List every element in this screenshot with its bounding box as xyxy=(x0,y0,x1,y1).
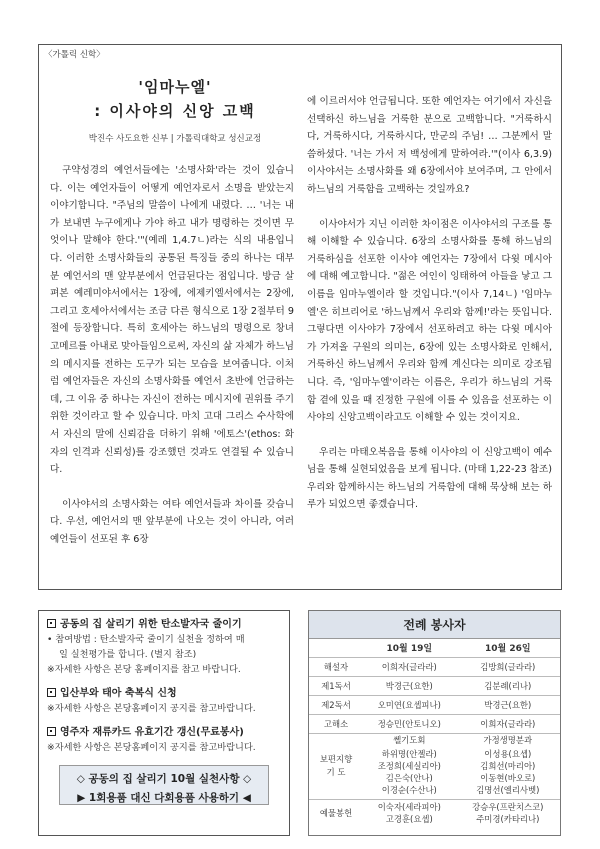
date-header: 10월 19일 xyxy=(363,639,456,657)
highlight-action: ▶ 1회용품 대신 다회용품 사용하기 ◀ xyxy=(77,792,251,804)
notice-title: 영주자 재류카드 유효기간 갱신(무료봉사) xyxy=(47,725,283,740)
notice-title: 공동의 집 살리기 위한 탄소발자국 줄이기 xyxy=(47,617,283,632)
square-bullet-icon xyxy=(47,688,56,697)
table-row: 제1독서 박경근(요한) 김분례(리나) xyxy=(309,676,560,695)
article-title xyxy=(55,76,295,122)
title-line-2: : 이사야의 신앙 고백 xyxy=(94,102,256,120)
paragraph: 우리는 마태오복음을 통해 이사야의 이 신앙고백이 예수님을 통해 실현되었음을 보게 됩니다. (마태 1,22-23 참조) 우리와 함께하시는 하느님의 거룩함에 대해 묵상해 보는 하루가 되었으면 좋겠습니다. xyxy=(307,446,552,511)
notice-box xyxy=(38,610,290,836)
table-row: 해설자 이희자(글라라) 김방희(글라라) xyxy=(309,657,560,676)
table-row: 하위명(안젤라) 조정희(세실리아) 김은숙(안나) 이경순(수산나) 이성용(요셉) 김희선(마리아) 이동현(바오로) 김명선(엘리사벳) xyxy=(309,747,560,799)
paragraph: 이사야서가 지닌 이러한 차이점은 이사야서의 구조를 통해 이해할 수 있습니다. 6장의 소명사화를 통해 하느님의 거룩하심을 선포한 이사야 예언자는 7장에서 다윗 메시아에 대해 예고합니다. "젊은 여인이 잉태하여 아들을 낳고 그 이름을 임마누엘이라 할 것입니다."(이사 7,14ㄴ) '임마누엘'은 히브리어로 '하느님께서 우리와 함께!'라는 뜻입니다. 그렇다면 이사야가 7장에서 선포하려고 하는 다윗 메시아가 가져올 구원의 의미는, 6장에 있는 소명사화로 인해서, 거룩하신 하느님께서 우리와 함께 계신다는 의미로 강조됩니다. 즉, '임마누엘'이라는 이름은, 우리가 하느님의 거룩함 곁에 있을 때 진정한 구원에 이를 수 있음을 선포하는 이사야의 신앙고백이라고도 이해할 수 있는 것이지요. xyxy=(307,218,553,424)
square-bullet-icon xyxy=(47,619,56,628)
notice-line: ※자세한 사항은 본당 홈페이지를 참고 바랍니다. xyxy=(47,664,241,675)
notice-line: ※자세한 사항은 본당홈페이지 공지를 참고바랍니다. xyxy=(47,703,256,714)
notice-title: 입산부와 태아 축복식 신청 xyxy=(47,686,283,701)
table-row: 고해소 정승민(안토니오) 이희자(글라라) xyxy=(309,714,560,733)
byline: 박진수 사도요한 신부 | 가톨릭대학교 성신교정 xyxy=(88,134,262,144)
table-row: 제2독서 오미연(요셉피나) 박경근(요한) xyxy=(309,695,560,714)
highlight-title: ◇ 공동의 집 살리기 10월 실천사항 ◇ xyxy=(76,773,252,785)
section-tag: 〈가톨릭 신학〉 xyxy=(44,50,105,60)
date-header: 10월 26일 xyxy=(456,639,560,657)
notice-line: 일 실천평가를 합니다. (별지 참조) xyxy=(59,649,197,660)
notice-line: ※자세한 사항은 본당홈페이지 공지를 참고바랍니다. xyxy=(47,742,256,753)
table-row: 예물봉헌 이숙자(세라피아) 고경훈(요셉) 강승우(프란치스코) 주미경(카타리나) xyxy=(319,801,544,824)
square-bullet-icon xyxy=(47,727,56,736)
title-line-1: '임마누엘' xyxy=(138,78,212,96)
paragraph: 에 이르러서야 언급됩니다. 또한 예언자는 여기에서 자신을 선택하신 하느님을 거룩한 분으로 고백합니다. "거룩하시다, 거룩하시다, 거룩하시다, 만군의 주님! … 그분께서 말씀하셨다. '너는 가서 저 백성에게 말하여라.'"(이사 6,3.9) 이사야서는 소명사화를 왜 6장에서야 보여주며, 그 안에서 하느님의 거룩함을 고백하는 것일까요? xyxy=(307,96,552,195)
notice-line: • 참여방법 : 탄소발자국 줄이기 실천을 정하여 매 xyxy=(47,634,245,645)
article-column-right xyxy=(307,93,552,531)
staff-title: 전례 봉사자 xyxy=(309,611,560,639)
paragraph: 이사야서의 소명사화는 여타 예언서들과 차이를 갖습니다. 우선, 예언서의 맨 앞부분에 나오는 것이 아니라, 여러 예언들이 선포된 후 6장 xyxy=(50,498,294,545)
highlight-box xyxy=(59,765,269,805)
article-column-left xyxy=(50,162,294,565)
table-row: 보편지향 기 도 쎌기도회 가정생명분과 xyxy=(309,733,560,747)
paragraph: 구약성경의 예언서들에는 '소명사화'라는 것이 있습니다. 이는 예언자들이 어떻게 예언자로서 소명을 받았는지 이야기합니다. "주님의 말씀이 나에게 내렸다. … '너는 내가 보내면 누구에게나 가야 하고 내가 명령하는 것이면 무엇이나 말해야 한다.'"(예레 1,4.7ㄴ)라는 식의 내용입니다. 이러한 소명사화들의 공통된 특징들 중의 하나는 대부분 예언서의 맨 앞부분에서 언급된다는 점입니다. 방금 살펴본 예레미야서에서는 1장에, 에제키엘서에서는 2장에, 그리고 호세아서에서는 조금 다른 형식으로 1장 2절부터 9절에 등장합니다. 특히 호세아는 하느님의 명령으로 창녀 고메르를 아내로 맞아들임으로써, 자신의 삶 자체가 하느님의 메시지를 전하는 도구가 되는 모습을 보여줍니다. 이처럼 예언자들은 자신의 소명사화를 예언서 초반에 언급하는데, 그 이유 중 하나는 자신이 전하는 메시지에 권위를 주기 위한 것이라고 할 수 있습니다. 마치 고대 그리스 수사학에서 자신의 말에 신뢰감을 더하기 위해 '에토스'(ethos: 화자의 인격과 신뢰성)를 강조했던 것과도 연결될 수 있습니다. xyxy=(50,165,294,476)
liturgy-staff-table xyxy=(308,610,561,836)
